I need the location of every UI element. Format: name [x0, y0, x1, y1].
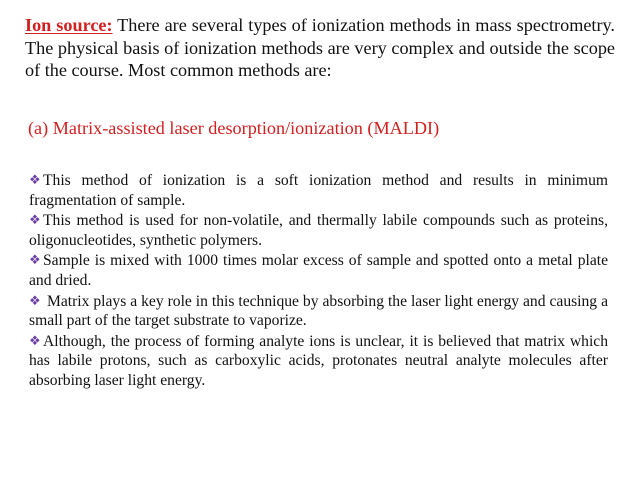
bullet-item: [29, 291, 612, 331]
bullet-item: [29, 210, 608, 250]
bullet-text: This method is used for non-volatile, and thermally labile compounds such as proteins, oligonucleotides, synthetic polymers.: [29, 212, 608, 249]
bullet-item: [29, 170, 608, 210]
diamond-bullet-icon: ❖: [29, 172, 41, 187]
bullet-text: This method of ionization is a soft ionization method and results in minimum fragmentation of sample.: [29, 172, 608, 209]
diamond-bullet-icon: ❖: [29, 292, 41, 308]
bullet-item: [29, 331, 608, 391]
diamond-bullet-icon: ❖: [29, 252, 41, 268]
bullet-list: [29, 170, 612, 391]
diamond-bullet-icon: ❖: [29, 212, 41, 228]
maldi-heading: (a) Matrix-assisted laser desorption/ionization (MALDI): [28, 118, 440, 138]
bullet-text: Although, the process of forming analyte ions is unclear, it is believed that matrix which has labile protons, such as carboxylic acids, protonates neutral analyte molecules after absorbing laser light energy.: [29, 332, 608, 389]
bullet-text: Matrix plays a key role in this technique by absorbing the laser light energy and causing a small part of the target substrate to vaporize.: [29, 292, 612, 330]
bullet-item: [29, 250, 608, 290]
intro-text: There are several types of ionization methods in mass spectrometry. The physical basis of ionization methods are very complex and outside the scope of the course. Most common methods are:: [25, 15, 615, 80]
bullet-text: Sample is mixed with 1000 times molar excess of sample and spotted onto a metal plate and dried.: [29, 252, 608, 289]
diamond-bullet-icon: ❖: [29, 332, 41, 348]
ion-source-label: Ion source:: [25, 15, 113, 35]
intro-paragraph: [25, 14, 615, 82]
